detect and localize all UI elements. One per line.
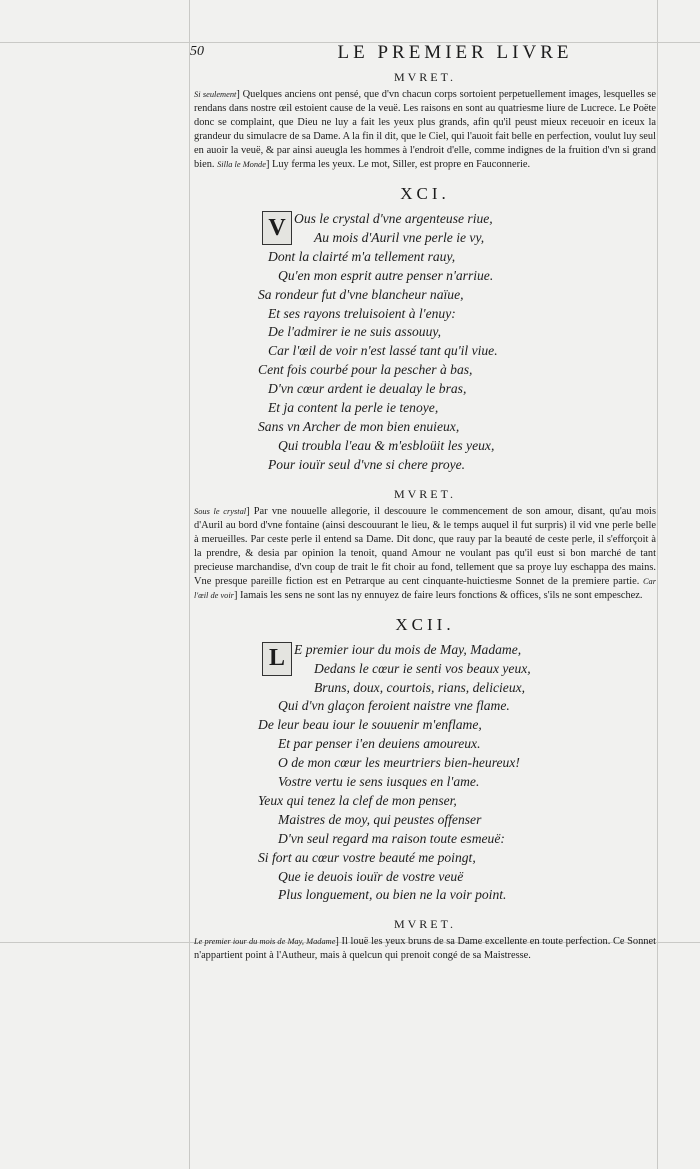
verse-line: Ous le crystal d'vne argenteuse riue, [294,211,493,226]
verse-line: Bruns, doux, courtois, rians, delicieux, [314,679,526,695]
verse-line: Sans vn Archer de mon bien enuieux, [258,418,460,434]
verse-line: Pour iouïr seul d'vne si chere proye. [268,456,466,472]
verse-line: Vostre vertu ie sens iusques en l'ame. [278,774,480,790]
verse-line: Sa rondeur fut d'vne blancheur naïue, [258,286,464,302]
verse-line: Maistres de moy, qui peustes offenser [278,811,482,827]
verse-line: Qui troubla l'eau & m'esbloüit les yeux, [278,437,495,453]
verse-line: O de mon cœur les meurtriers bien-heureux! [278,755,520,771]
verse-line: Que ie deuois iouïr de vostre veuë [278,868,464,884]
commentary-body: ] Il louë les yeux bruns de sa Dame excellente en toute perfection. Ce Sonnet n'appartient point à l'Autheur, mais à quelcun qui prenoit congé de sa Maistresse. [194,936,656,962]
lemma: Le premier iour du mois de May, Madame [194,937,336,947]
verse-line: Car l'œil de voir n'est lassé tant qu'il viue. [268,343,498,359]
verse-line: Et ses rayons treluisoient à l'enuy: [268,305,456,321]
page-header [190,38,660,68]
verse-line: Et ja content la perle ie tenoye, [268,400,439,416]
lemma: Car l'œil de voir [194,576,656,600]
verse-line: Yeux qui tenez la clef de mon penser, [258,792,457,808]
verse-line: Qui d'vn glaçon feroient naistre vne flame. [278,698,510,714]
verse-line: Cent fois courbé pour la pescher à bas, [258,362,473,378]
commentary-heading: MVRET. [393,486,457,501]
verse-line: D'vn cœur ardent ie deualay le bras, [268,381,467,397]
dropcap-ornament: V [262,211,292,245]
commentary-body: ] Quelques anciens ont pensé, que d'vn chacun corps sortoient perpetuellement images, lesquelles se rendans dans nostre œil estoient cause de la veuë. Les raisons en sont au quatriesme liure de Lucrece. Le Poëte donc se complaint, que Dieu ne luy a fait les yeux plus grands, afin qu'il peust mieux receuoir en iceux la grandeur du simulacre de sa Dame. A la fin il dit, que le Ciel, qui l'auoit fait belle en perfection, voulut luy seul en auoir la veuë, & par ainsi aueugla les hommes à l'endroit d'elle, comme indignes de la fruition d'vn si grand bien. [194,89,656,170]
verse-line: Qu'en mon esprit autre penser n'arriue. [278,267,494,283]
lemma: Sous le crystal [194,506,247,516]
commentary-text [194,505,656,603]
commentary-body: ] Luy ferma les yeux. Le mot, Siller, est propre en Fauconnerie. [265,159,531,170]
commentary-text [194,88,656,172]
verse-line: Si fort au cœur vostre beauté me poingt, [258,849,476,865]
verse-line: De leur beau iour le souuenir m'enflame, [258,717,482,733]
sonnet-text [258,210,660,475]
verse-line: Dont la clairté m'a tellement rauy, [268,248,456,264]
sonnet-text [258,641,660,906]
dropcap-ornament: L [262,642,292,676]
verse-line: Dedans le cœur ie senti vos beaux yeux, [314,660,531,676]
lemma: Silla le Monde [217,160,266,169]
sonnet-number: XCII. [395,614,455,634]
verse-line: De l'admirer ie ne suis assouuy, [268,324,442,340]
lemma: Si seulement [194,90,237,99]
commentary-heading: MVRET. [393,70,457,84]
verse-line: Plus longuement, ou bien ne la voir point. [278,887,507,903]
sonnet-number: XCI. [400,184,450,203]
verse-line: E premier iour du mois de May, Madame, [294,641,522,657]
page-number: 50 [190,44,204,59]
running-title: LE PREMIER LIVRE [337,42,573,63]
book-page [190,38,660,963]
commentary-body: ] Par vne nouuelle allegorie, il descouure le commencement de son amour, disant, qu'au mois d'Auril au bord d'vne fontaine (ainsi descouurant le lieu, & le temps auquel il fut surpris) il vid vne perle belle à merueilles. Par ceste perle il entend sa Dame. Dit donc, que rauy par la beauté de ceste perle, il s'efforçoit à la prendre, & desia par opinion la tenoit, quand Amour ne voulant pas qu'il eust si bon marché de tant precieuse marchandise, d'vn coup de trait le fit choir au fond, tellement que sa proye luy eschappa des mains. Vne presque pareille fiction est en Petrarque au cent cinquante-huictiesme Sonnet de la premiere partie. [194,505,656,587]
verse-line: Au mois d'Auril vne perle ie vy, [314,229,485,245]
commentary-text [194,935,656,963]
commentary-body: ] Iamais les sens ne sont las ny ennuyez de faire leurs fonctions & offices, s'ils ne sont empeschez. [233,589,643,601]
verse-line: Et par penser i'en deuiens amoureux. [278,736,481,752]
verse-line: D'vn seul regard ma raison toute esmeuë: [278,830,505,846]
commentary-heading: MVRET. [393,917,457,932]
